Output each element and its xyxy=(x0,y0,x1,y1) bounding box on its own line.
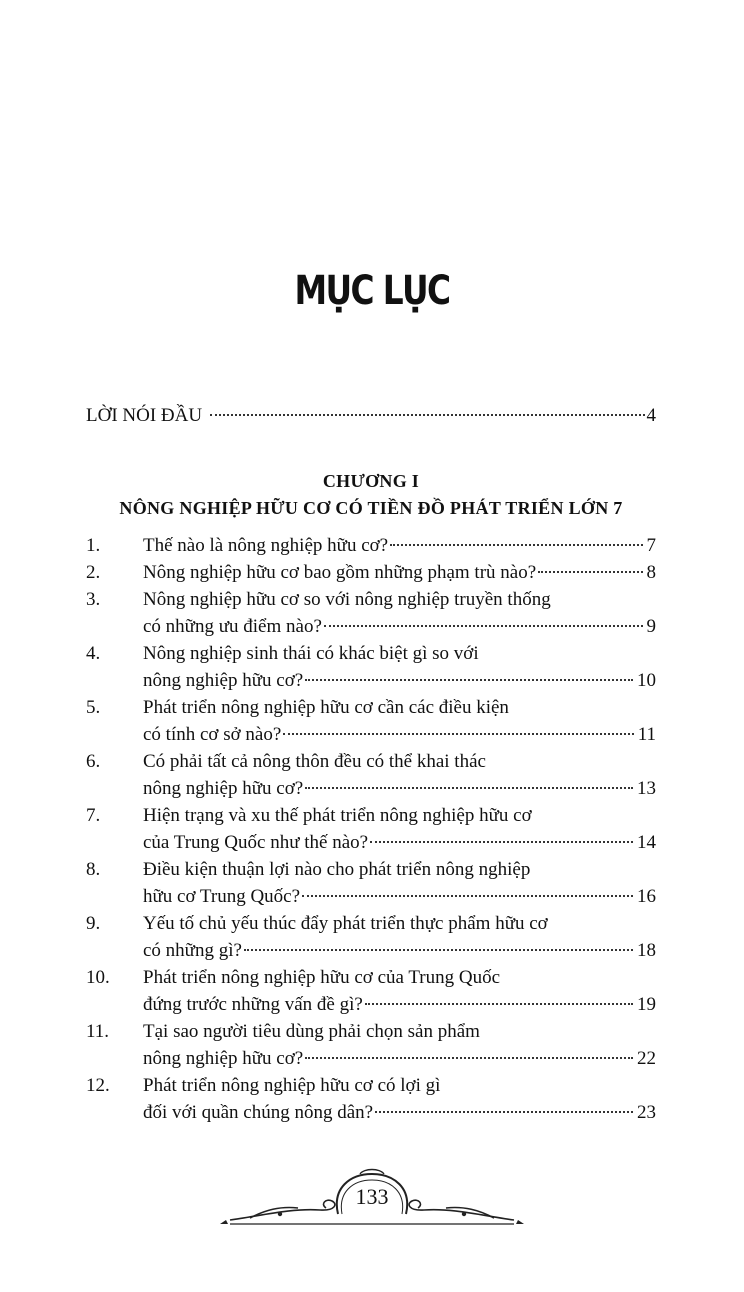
toc-entry-line xyxy=(143,856,656,883)
dot-leader xyxy=(305,679,633,681)
toc-entry[interactable] xyxy=(86,640,656,694)
dot-leader xyxy=(370,841,633,843)
toc-entry[interactable] xyxy=(86,532,656,559)
toc-entry-text xyxy=(143,964,656,1018)
toc-entry-title: Nông nghiệp hữu cơ so với nông nghiệp truyền thống xyxy=(143,589,551,610)
page-footer-ornament xyxy=(220,1168,524,1234)
toc-entry-number: 2. xyxy=(86,562,101,583)
chapter-number: CHƯƠNG I xyxy=(322,471,420,491)
toc-entry-title: Tại sao người tiêu dùng phải chọn sản phẩm xyxy=(143,1021,480,1042)
toc-entry-line xyxy=(143,937,656,964)
toc-entry-number: 8. xyxy=(86,859,101,880)
toc-entry[interactable] xyxy=(86,586,656,640)
toc-entry-number: 4. xyxy=(86,643,101,664)
dot-leader xyxy=(283,733,633,735)
toc-entry-text xyxy=(143,910,656,964)
toc-intro-label: LỜI NÓI ĐẦU xyxy=(86,405,203,426)
toc-entry-title: Điều kiện thuận lợi nào cho phát triển nông nghiệp xyxy=(143,859,531,880)
toc-entry-line xyxy=(143,721,656,748)
toc-entry-line xyxy=(143,775,656,802)
dot-leader xyxy=(302,895,633,897)
toc-entry-number: 10. xyxy=(86,967,110,988)
toc-entry-text xyxy=(143,802,656,856)
toc-entry-line xyxy=(143,667,656,694)
toc-entry-text xyxy=(143,856,656,910)
toc-entry-page: 8 xyxy=(646,562,656,583)
toc-entry-number: 7. xyxy=(86,805,101,826)
toc-intro-entry[interactable] xyxy=(86,405,656,427)
toc-entry-page: 9 xyxy=(646,616,656,637)
toc-entry[interactable] xyxy=(86,1018,656,1072)
toc-entry-number: 12. xyxy=(86,1075,110,1096)
toc-entry-line xyxy=(143,1045,656,1072)
toc-entry-line xyxy=(143,1018,656,1045)
toc-entry-line xyxy=(143,1072,656,1099)
toc-entry-title: nông nghiệp hữu cơ? xyxy=(143,670,304,691)
toc-entry-line xyxy=(143,748,656,775)
toc-entry-title: Phát triển nông nghiệp hữu cơ có lợi gì xyxy=(143,1075,441,1096)
toc-entry-number: 9. xyxy=(86,913,101,934)
toc-entry-number: 1. xyxy=(86,535,101,556)
toc-entry-title: đối với quần chúng nông dân? xyxy=(143,1102,374,1123)
toc-entry-page: 16 xyxy=(637,886,656,907)
toc-entry-page: 18 xyxy=(637,940,656,961)
toc-entry-line xyxy=(143,694,656,721)
toc-entry-line xyxy=(143,829,656,856)
toc-entry-line xyxy=(143,640,656,667)
toc-entry-line xyxy=(143,532,656,559)
toc-entry-line xyxy=(143,802,656,829)
chapter-heading xyxy=(86,468,656,522)
toc-entry-text xyxy=(143,1072,656,1126)
toc-entry-title: Nông nghiệp hữu cơ bao gồm những phạm trù nào? xyxy=(143,562,537,583)
dot-leader xyxy=(305,1057,633,1059)
toc-entry[interactable] xyxy=(86,559,656,586)
toc-entry-line xyxy=(143,883,656,910)
toc-entry-text xyxy=(143,559,656,586)
toc-entry-page: 10 xyxy=(637,670,656,691)
toc-entry[interactable] xyxy=(86,964,656,1018)
toc-entry-text xyxy=(143,532,656,559)
toc-entry-line xyxy=(143,613,656,640)
toc-entry-line xyxy=(143,559,656,586)
toc-entry-title: Phát triển nông nghiệp hữu cơ của Trung Quốc xyxy=(143,967,501,988)
toc-entry-text xyxy=(143,586,656,640)
toc-entry[interactable] xyxy=(86,694,656,748)
toc-entry[interactable] xyxy=(86,856,656,910)
toc-entry-title: Nông nghiệp sinh thái có khác biệt gì so với xyxy=(143,643,479,664)
toc-entry-page: 14 xyxy=(637,832,656,853)
toc-entry-page: 23 xyxy=(637,1102,656,1123)
page-number: 133 xyxy=(355,1184,389,1209)
toc-entry-title: đứng trước những vấn đề gì? xyxy=(143,994,363,1015)
dot-leader xyxy=(390,544,642,546)
dot-leader xyxy=(324,625,643,627)
dot-leader xyxy=(365,1003,633,1005)
toc-entry-text xyxy=(143,748,656,802)
toc-entry-number: 3. xyxy=(86,589,101,610)
toc-entry-line xyxy=(143,586,656,613)
toc-entry-text xyxy=(143,1018,656,1072)
toc-entry-title: Thế nào là nông nghiệp hữu cơ? xyxy=(143,535,389,556)
toc-entry-title: của Trung Quốc như thế nào? xyxy=(143,832,369,853)
toc-entry-page: 22 xyxy=(637,1048,656,1069)
toc-entry-number: 11. xyxy=(86,1021,110,1042)
toc-entry-page: 7 xyxy=(646,535,656,556)
toc-entry-title: Phát triển nông nghiệp hữu cơ cần các điều kiện xyxy=(143,697,509,718)
toc-entry-line xyxy=(143,1099,656,1126)
toc-entry-title: nông nghiệp hữu cơ? xyxy=(143,1048,304,1069)
toc-entry-page: 19 xyxy=(637,994,656,1015)
dot-leader xyxy=(210,414,644,416)
toc-list xyxy=(86,532,656,1126)
toc-entry-text xyxy=(143,694,656,748)
dot-leader xyxy=(244,949,633,951)
toc-entry-number: 6. xyxy=(86,751,101,772)
dot-leader xyxy=(538,571,642,573)
toc-entry-title: hữu cơ Trung Quốc? xyxy=(143,886,301,907)
toc-entry[interactable] xyxy=(86,802,656,856)
toc-entry-line xyxy=(143,910,656,937)
toc-entry-title: Có phải tất cả nông thôn đều có thể khai thác xyxy=(143,751,486,772)
toc-entry-title: Yếu tố chủ yếu thúc đẩy phát triển thực phẩm hữu cơ xyxy=(143,913,548,934)
toc-entry-page: 11 xyxy=(637,724,656,745)
toc-entry-title: có những gì? xyxy=(143,940,242,961)
dot-leader xyxy=(305,787,633,789)
chapter-title: NÔNG NGHIỆP HỮU CƠ CÓ TIỀN ĐỒ PHÁT TRIỂN LỚN 7 xyxy=(119,498,623,518)
toc-entry[interactable] xyxy=(86,748,656,802)
toc-entry-title: Hiện trạng và xu thế phát triển nông nghiệp hữu cơ xyxy=(143,805,532,826)
dot-leader xyxy=(375,1111,633,1113)
toc-intro-page: 4 xyxy=(646,405,656,426)
toc-entry-title: có tính cơ sở nào? xyxy=(143,724,282,745)
page-title: MỤC LỤC xyxy=(294,268,450,314)
toc-entry-page: 13 xyxy=(637,778,656,799)
toc-entry-title: có những ưu điểm nào? xyxy=(143,616,322,637)
toc-entry[interactable] xyxy=(86,1072,656,1126)
toc-entry-title: nông nghiệp hữu cơ? xyxy=(143,778,304,799)
toc-entry[interactable] xyxy=(86,910,656,964)
toc-entry-text xyxy=(143,640,656,694)
toc-entry-line xyxy=(143,964,656,991)
toc-entry-line xyxy=(143,991,656,1018)
toc-entry-number: 5. xyxy=(86,697,101,718)
